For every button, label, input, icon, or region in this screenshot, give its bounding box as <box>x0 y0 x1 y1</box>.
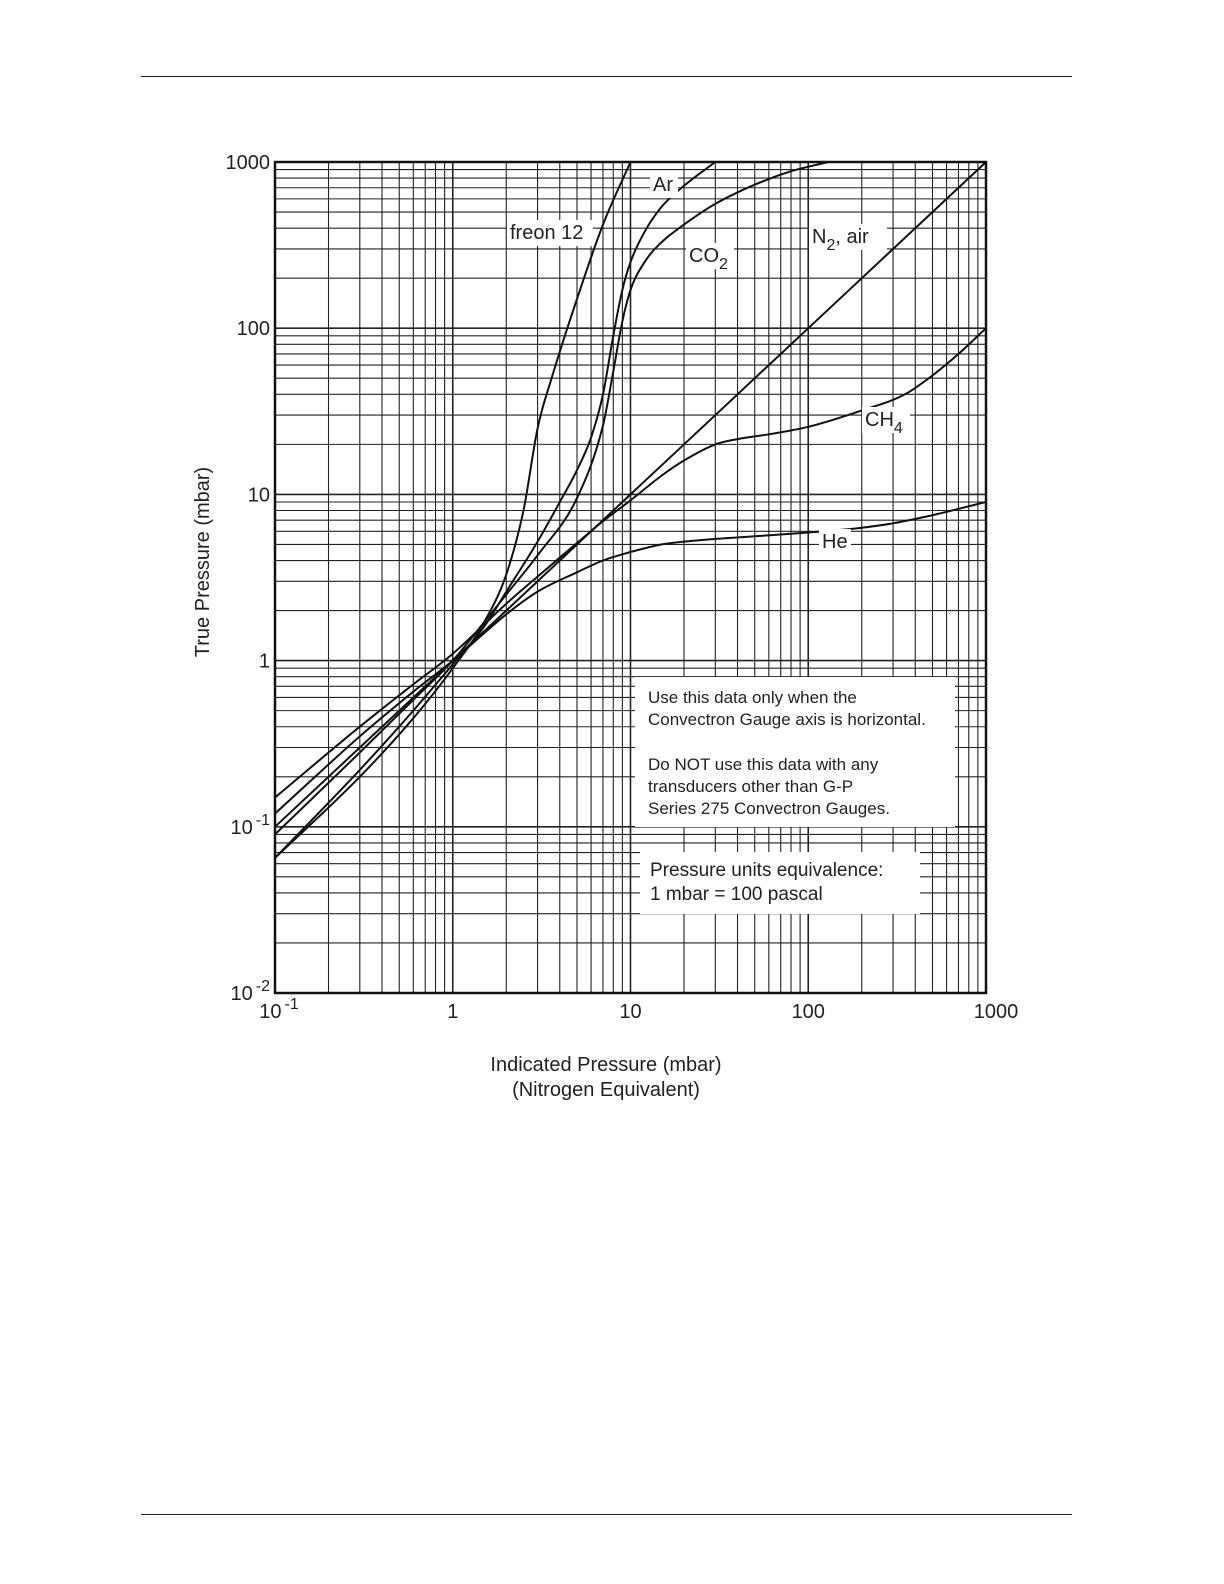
y-tick-label: 10 $^{-2}$ <box>230 978 270 1005</box>
x-axis-label-line2: (Nitrogen Equivalent) <box>512 1079 700 1101</box>
y-tick-label: 1 <box>258 650 270 673</box>
series-label-ar: Ar <box>653 174 673 196</box>
note-line: Series 275 Convectron Gauges. <box>648 799 890 818</box>
series-label-he: He <box>822 531 848 553</box>
series-label-freon-12: freon 12 <box>510 222 584 244</box>
series-label-n2-air: $N_2$, air <box>812 226 869 254</box>
note-line: transducers other than G-P <box>648 777 854 796</box>
series-label-co2: $CO_2$ <box>689 245 728 273</box>
note-line: Convectron Gauge axis is horizontal. <box>648 710 926 729</box>
y-tick-label: 10 $^{-1}$ <box>230 811 270 839</box>
y-tick-label: 10 <box>247 484 270 507</box>
x-tick-label: 100 <box>791 1001 825 1023</box>
note-line: 1 mbar = 100 pascal <box>650 884 823 905</box>
note-line: Do NOT use this data with any <box>648 755 879 774</box>
series-label-ch4: $CH_4$ <box>865 409 903 437</box>
y-tick-label: 100 <box>236 318 270 341</box>
x-tick-label: 10 <box>619 1001 642 1023</box>
x-tick-label: 10 $^{-1}$ <box>259 996 299 1023</box>
notes <box>635 677 955 914</box>
note-line: Use this data only when the <box>648 688 857 707</box>
y-tick-label: 1000 <box>225 152 270 174</box>
note-line: Pressure units equivalence: <box>650 860 884 881</box>
series-labels <box>507 172 910 555</box>
y-axis-label: True Pressure (mbar) <box>192 466 214 658</box>
x-tick-label: 1 <box>447 1001 459 1023</box>
x-tick-label: 1000 <box>973 1001 1019 1023</box>
x-axis-label: Indicated Pressure (mbar) <box>490 1054 722 1076</box>
